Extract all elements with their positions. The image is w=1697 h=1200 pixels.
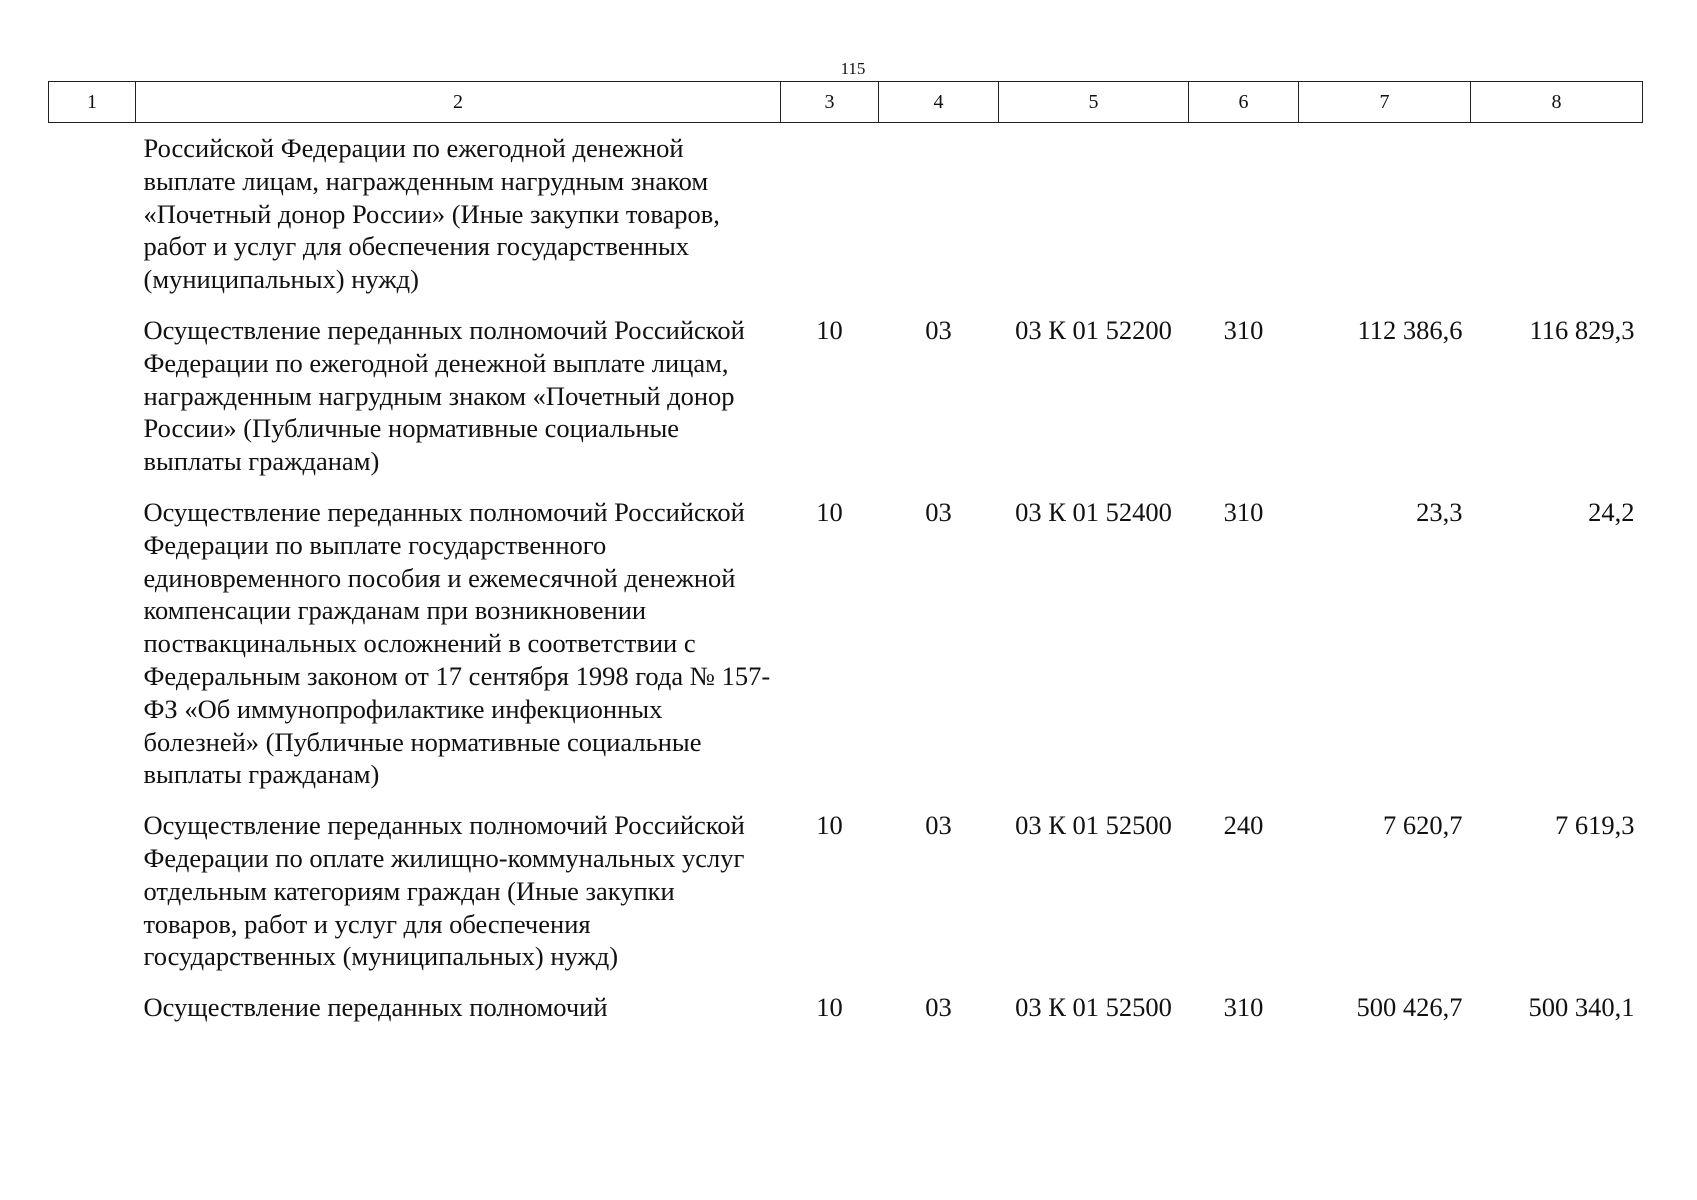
cell-section bbox=[781, 123, 879, 310]
header-row bbox=[49, 82, 1643, 123]
cell-name: Осуществление переданных полномочий Российской Федерации по выплате государственного единовременного пособия и ежемесячной денежной компенсации гражданам при возникновении поствакцинальных осложнений в соответствии с Федеральным законом от 17 сентября 1998 года № 157-ФЗ «Об иммунопрофилактике инфекционных болезней» (Публичные нормативные социальные выплаты гражданам) bbox=[143, 496, 771, 790]
cell-target-code: 03 К 01 52500 bbox=[1015, 810, 1172, 841]
cell-name: Осуществление переданных полномочий bbox=[143, 992, 608, 1023]
cell-target-code: 03 К 01 52400 bbox=[1015, 496, 1172, 527]
cell-name: Российской Федерации по ежегодной денежной выплате лицам, награжденным нагрудным знаком «Почетный донор России» (Иные закупки товаров, работ и услуг для обеспечения государственных (муниципальных) нужд) bbox=[143, 133, 720, 295]
header-col-7: 7 bbox=[1299, 82, 1471, 123]
cell-col-1 bbox=[49, 492, 136, 805]
cell-amount-1 bbox=[1299, 123, 1471, 310]
cell-subsection bbox=[879, 123, 999, 310]
cell-amount-2 bbox=[1471, 123, 1643, 310]
header-col-2: 2 bbox=[136, 82, 781, 123]
cell-amount-1: 23,3 bbox=[1416, 496, 1463, 527]
budget-table bbox=[48, 81, 1643, 1038]
header-col-3: 3 bbox=[781, 82, 879, 123]
header-col-6: 6 bbox=[1189, 82, 1299, 123]
cell-amount-1: 500 426,7 bbox=[1356, 992, 1463, 1023]
cell-section: 10 bbox=[816, 314, 843, 345]
header-col-1: 1 bbox=[49, 82, 136, 123]
table-row bbox=[49, 805, 1643, 987]
page-number: 115 bbox=[840, 59, 866, 78]
cell-section: 10 bbox=[816, 496, 843, 527]
cell-target-code: 03 К 01 52200 bbox=[1015, 314, 1172, 345]
table-header bbox=[49, 82, 1643, 123]
cell-col-1 bbox=[49, 805, 136, 987]
cell-expense-type: 310 bbox=[1223, 992, 1264, 1023]
cell-amount-2: 500 340,1 bbox=[1528, 992, 1635, 1023]
cell-target-code bbox=[999, 123, 1189, 310]
cell-name: Осуществление переданных полномочий Российской Федерации по оплате жилищно-коммунальных услуг отдельным категориям граждан (Иные закупки товаров, работ и услуг для обеспечения государственных (муниципальных) нужд) bbox=[143, 810, 745, 972]
cell-subsection: 03 bbox=[925, 992, 952, 1023]
table-body bbox=[49, 123, 1643, 1038]
header-col-8: 8 bbox=[1471, 82, 1643, 123]
cell-subsection: 03 bbox=[925, 496, 952, 527]
cell-name: Осуществление переданных полномочий Российской Федерации по ежегодной денежной выплате лицам, награжденным нагрудным знаком «Почетный донор России» (Публичные нормативные социальные выплаты гражданам) bbox=[143, 314, 745, 477]
cell-amount-2: 24,2 bbox=[1588, 496, 1635, 527]
cell-subsection: 03 bbox=[925, 810, 952, 841]
cell-col-1 bbox=[49, 123, 136, 310]
cell-section: 10 bbox=[816, 992, 843, 1023]
cell-col-1 bbox=[49, 987, 136, 1038]
cell-amount-1: 112 386,6 bbox=[1357, 314, 1463, 345]
cell-subsection: 03 bbox=[925, 314, 952, 345]
cell-col-1 bbox=[49, 310, 136, 492]
cell-expense-type bbox=[1189, 123, 1299, 310]
header-col-5: 5 bbox=[999, 82, 1189, 123]
table-row bbox=[49, 987, 1643, 1038]
table-row bbox=[49, 492, 1643, 805]
cell-expense-type: 240 bbox=[1223, 810, 1264, 841]
header-col-4: 4 bbox=[879, 82, 999, 123]
cell-target-code: 03 К 01 52500 bbox=[1015, 992, 1172, 1023]
cell-amount-2: 7 619,3 bbox=[1555, 810, 1635, 841]
cell-amount-2: 116 829,3 bbox=[1529, 314, 1635, 345]
table-row bbox=[49, 310, 1643, 492]
cell-expense-type: 310 bbox=[1223, 314, 1264, 345]
cell-amount-1: 7 620,7 bbox=[1383, 810, 1463, 841]
table-row bbox=[49, 123, 1643, 310]
cell-section: 10 bbox=[816, 810, 843, 841]
cell-expense-type: 310 bbox=[1223, 496, 1264, 527]
